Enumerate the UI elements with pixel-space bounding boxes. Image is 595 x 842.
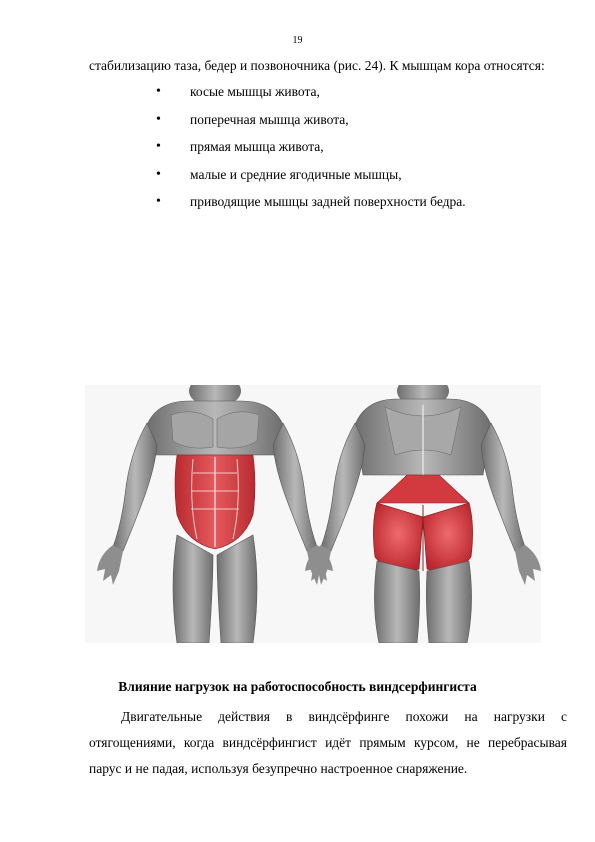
list-item: • приводящие мышцы задней поверхности бедра. bbox=[156, 194, 466, 209]
page-number: 19 bbox=[292, 35, 303, 46]
muscle-list bbox=[156, 84, 466, 222]
bullet-icon: • bbox=[156, 194, 161, 209]
list-item: • косые мышцы живота, bbox=[156, 84, 320, 99]
section-heading: Влияние нагрузок на работоспособность виндсерфингиста bbox=[118, 679, 477, 694]
paragraph-line: парус и не падая, используя безупречно настроенное снаряжение. bbox=[89, 761, 468, 776]
bullet-icon: • bbox=[156, 139, 161, 154]
bullet-icon: • bbox=[156, 166, 161, 182]
bullet-icon: • bbox=[156, 111, 161, 127]
anatomy-illustration bbox=[85, 385, 541, 643]
body-paragraph bbox=[89, 704, 567, 782]
intro-text: стабилизацию таза, бедер и позвоночника (рис. 24). К мышцам кора относятся: bbox=[89, 58, 545, 73]
paragraph-line: Двигательные действия в виндсёрфинге похожи на нагрузки с bbox=[121, 709, 567, 724]
list-item: • малые и средние ягодичные мышцы, bbox=[156, 166, 402, 182]
list-item: • прямая мышца живота, bbox=[156, 139, 324, 154]
anatomy-figure bbox=[85, 385, 541, 643]
list-item: • поперечная мышца живота, bbox=[156, 111, 349, 127]
bullet-icon: • bbox=[156, 84, 161, 99]
paragraph-line: отягощениями, когда виндсёрфингист идёт прямым курсом, не перебрасывая bbox=[89, 735, 567, 750]
